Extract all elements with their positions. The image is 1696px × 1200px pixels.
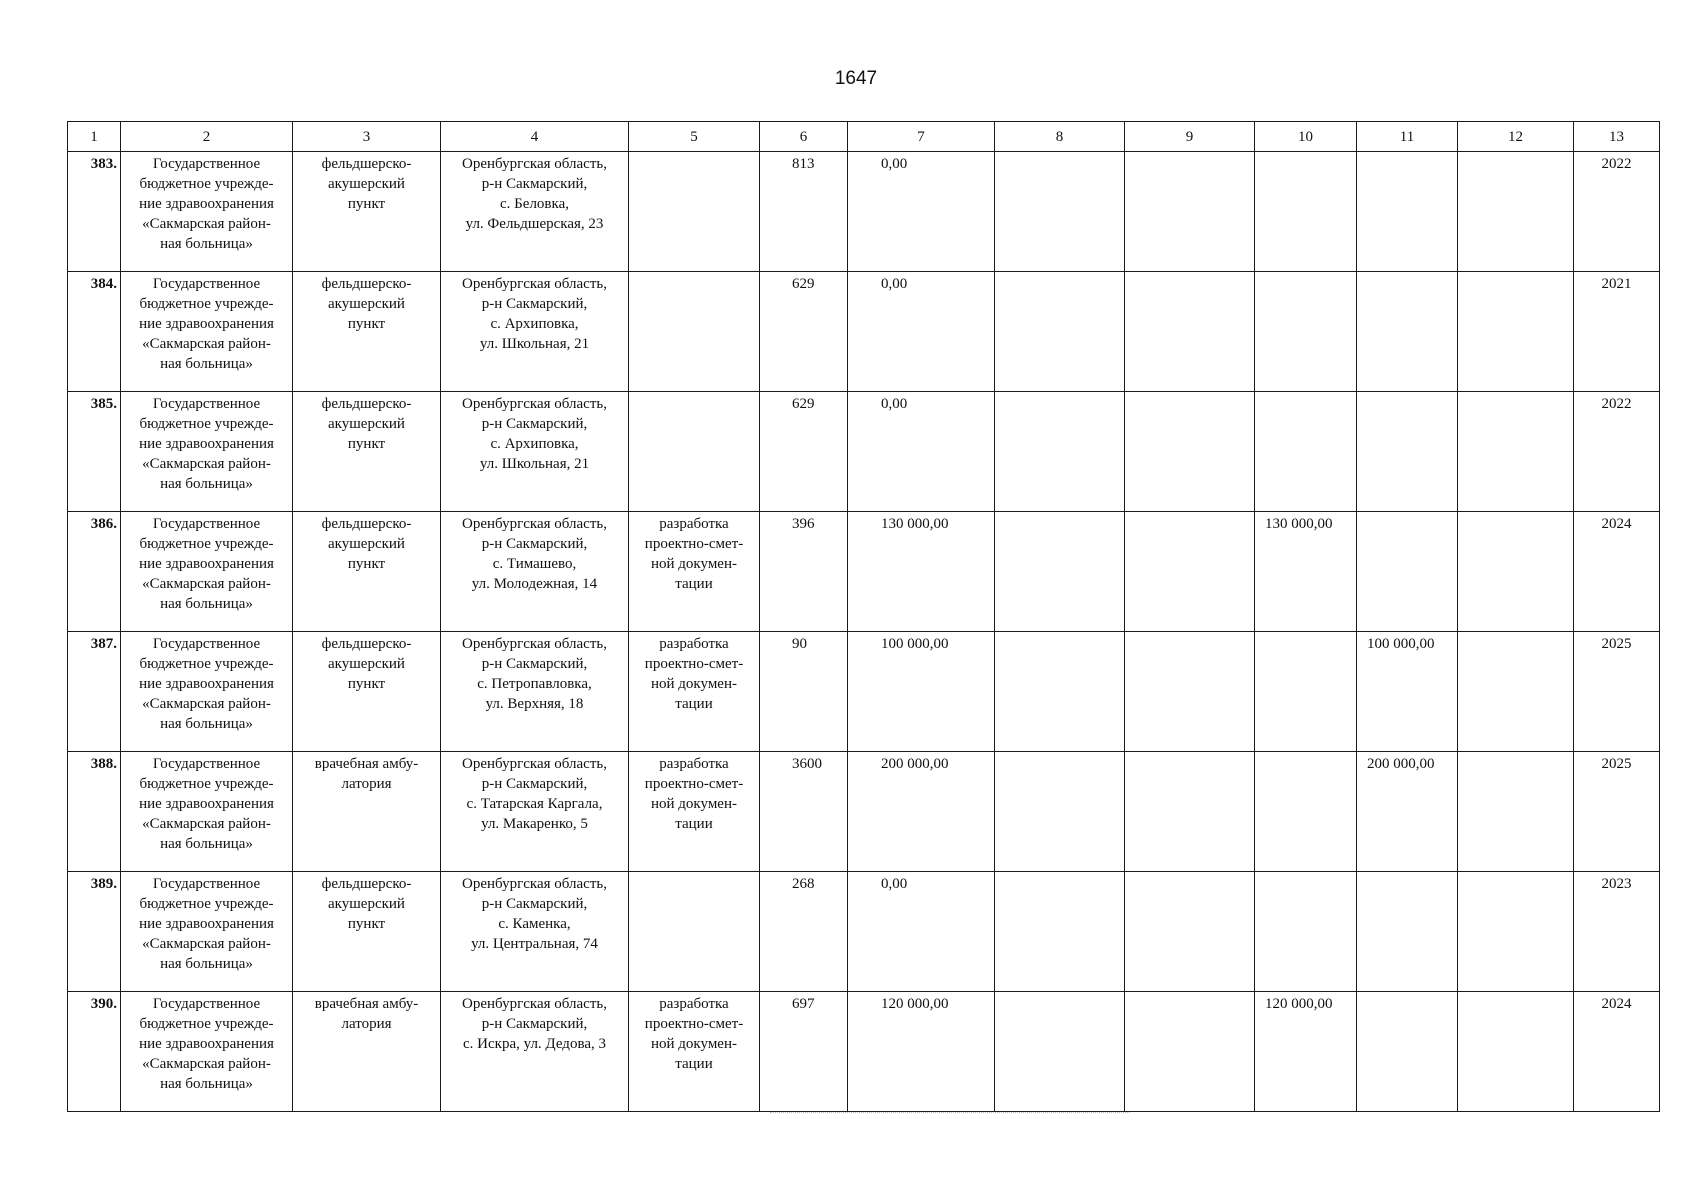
work-type	[629, 632, 760, 752]
facility-address-line: ул. Макаренко, 5	[481, 816, 588, 832]
cost-col-8	[995, 992, 1125, 1112]
facility-address-line: ул. Верхняя, 18	[485, 696, 584, 712]
facility-address-line: с. Архиповка,	[490, 436, 579, 452]
institution-name	[121, 152, 293, 272]
facility-type	[293, 632, 441, 752]
facility-address-line: Оренбургская область,	[462, 756, 607, 772]
institution-name	[121, 752, 293, 872]
column-header: 7	[848, 122, 995, 152]
total-cost: 0,00	[848, 272, 995, 392]
year-value: 2024	[1574, 512, 1660, 632]
page-number: 1647	[834, 68, 878, 89]
facility-type-line: пункт	[347, 556, 386, 572]
total-cost: 0,00	[848, 152, 995, 272]
column-header: 10	[1255, 122, 1357, 152]
facility-address-line: р-н Сакмарский,	[481, 296, 588, 312]
table-row	[68, 272, 1660, 392]
facility-address-line: Оренбургская область,	[462, 636, 607, 652]
facility-address-line: ул. Школьная, 21	[479, 336, 590, 352]
facility-type-line: врачебная амбу-	[314, 756, 419, 772]
area-value: 3600	[760, 752, 848, 872]
institution-name-line: ние здравоохранения	[139, 196, 274, 212]
institution-name-line: Государственное	[152, 636, 261, 652]
institution-name-line: Государственное	[152, 156, 261, 172]
cost-col-11	[1357, 992, 1458, 1112]
institution-name-line: Государственное	[152, 516, 261, 532]
work-type	[629, 752, 760, 872]
institution-name	[121, 992, 293, 1112]
column-number-row	[68, 122, 1660, 152]
institution-name-line: «Сакмарская район-	[142, 816, 271, 832]
facility-type	[293, 752, 441, 872]
area-value: 268	[760, 872, 848, 992]
column-header: 4	[441, 122, 629, 152]
cost-col-11	[1357, 152, 1458, 272]
cost-col-10	[1255, 632, 1357, 752]
facility-address-line: с. Татарская Каргала,	[466, 796, 603, 812]
facility-register-table	[67, 121, 1660, 1112]
cost-col-10: 120 000,00	[1255, 992, 1357, 1112]
facility-type-line: акушерский	[328, 176, 405, 192]
facility-type-line: акушерский	[328, 416, 405, 432]
year-value: 2022	[1574, 152, 1660, 272]
work-type-line: тации	[675, 576, 713, 592]
work-type-line: тации	[675, 816, 713, 832]
column-header: 3	[293, 122, 441, 152]
column-header: 1	[68, 122, 121, 152]
area-value: 697	[760, 992, 848, 1112]
cost-col-12	[1458, 152, 1574, 272]
cost-col-8	[995, 272, 1125, 392]
facility-address-line: Оренбургская область,	[462, 516, 607, 532]
work-type-line: разработка	[659, 756, 729, 772]
facility-type-line: пункт	[347, 916, 386, 932]
institution-name-line: «Сакмарская район-	[142, 216, 271, 232]
year-value: 2021	[1574, 272, 1660, 392]
cost-col-9	[1125, 872, 1255, 992]
column-header: 6	[760, 122, 848, 152]
work-type-line: проектно-смет-	[644, 1016, 744, 1032]
facility-address	[441, 392, 629, 512]
institution-name-line: бюджетное учрежде-	[139, 776, 274, 792]
facility-address-line: Оренбургская область,	[462, 996, 607, 1012]
facility-address-line: ул. Центральная, 74	[471, 936, 598, 952]
facility-address-line: ул. Школьная, 21	[479, 456, 590, 472]
institution-name-line: «Сакмарская район-	[142, 576, 271, 592]
facility-type-line: пункт	[347, 196, 386, 212]
facility-type-line: латория	[341, 776, 392, 792]
institution-name-line: ная больница»	[160, 1076, 253, 1092]
cost-col-10	[1255, 392, 1357, 512]
row-number: 388.	[68, 752, 121, 872]
work-type-line: проектно-смет-	[644, 536, 744, 552]
institution-name	[121, 272, 293, 392]
work-type	[629, 272, 760, 392]
facility-type-line: пункт	[347, 316, 386, 332]
table-row	[68, 632, 1660, 752]
institution-name-line: Государственное	[152, 996, 261, 1012]
area-value: 90	[760, 632, 848, 752]
facility-type	[293, 512, 441, 632]
facility-address-line: р-н Сакмарский,	[481, 176, 588, 192]
institution-name-line: ная больница»	[160, 956, 253, 972]
total-cost: 100 000,00	[848, 632, 995, 752]
work-type-line: проектно-смет-	[644, 656, 744, 672]
column-header: 12	[1458, 122, 1574, 152]
row-number: 384.	[68, 272, 121, 392]
facility-address-line: с. Архиповка,	[490, 316, 579, 332]
cost-col-8	[995, 392, 1125, 512]
institution-name-line: бюджетное учрежде-	[139, 536, 274, 552]
year-value: 2025	[1574, 632, 1660, 752]
cost-col-11: 200 000,00	[1357, 752, 1458, 872]
year-value: 2025	[1574, 752, 1660, 872]
total-cost: 130 000,00	[848, 512, 995, 632]
facility-type-line: пункт	[347, 676, 386, 692]
cost-col-12	[1458, 272, 1574, 392]
institution-name-line: «Сакмарская район-	[142, 456, 271, 472]
table-row	[68, 392, 1660, 512]
area-value: 813	[760, 152, 848, 272]
facility-address-line: ул. Молодежная, 14	[471, 576, 598, 592]
facility-type	[293, 872, 441, 992]
institution-name-line: ние здравоохранения	[139, 436, 274, 452]
facility-address-line: с. Искра, ул. Дедова, 3	[463, 1036, 606, 1052]
institution-name	[121, 512, 293, 632]
table-row	[68, 512, 1660, 632]
cost-col-8	[995, 512, 1125, 632]
row-number: 385.	[68, 392, 121, 512]
facility-address	[441, 872, 629, 992]
area-value: 396	[760, 512, 848, 632]
cost-col-10: 130 000,00	[1255, 512, 1357, 632]
institution-name-line: Государственное	[152, 876, 261, 892]
facility-address	[441, 512, 629, 632]
work-type-line: ной докумен-	[651, 1036, 737, 1052]
cost-col-9	[1125, 992, 1255, 1112]
facility-address-line: с. Тимашево,	[492, 556, 577, 572]
cost-col-9	[1125, 752, 1255, 872]
work-type-line: ной докумен-	[651, 556, 737, 572]
table-row	[68, 752, 1660, 872]
cost-col-12	[1458, 752, 1574, 872]
work-type	[629, 512, 760, 632]
institution-name-line: «Сакмарская район-	[142, 936, 271, 952]
institution-name-line: бюджетное учрежде-	[139, 1016, 274, 1032]
facility-type-line: фельдшерско-	[321, 876, 412, 892]
facility-address-line: Оренбургская область,	[462, 396, 607, 412]
cost-col-12	[1458, 512, 1574, 632]
total-cost: 120 000,00	[848, 992, 995, 1112]
facility-type-line: пункт	[347, 436, 386, 452]
facility-type	[293, 152, 441, 272]
work-type-line: тации	[675, 1056, 713, 1072]
facility-address-line: с. Петропавловка,	[477, 676, 592, 692]
facility-address-line: Оренбургская область,	[462, 156, 607, 172]
cost-col-11	[1357, 872, 1458, 992]
facility-address-line: с. Беловка,	[500, 196, 569, 212]
facility-type-line: врачебная амбу-	[314, 996, 419, 1012]
facility-address	[441, 752, 629, 872]
institution-name-line: ние здравоохранения	[139, 556, 274, 572]
row-number: 383.	[68, 152, 121, 272]
institution-name-line: «Сакмарская район-	[142, 696, 271, 712]
facility-type-line: фельдшерско-	[321, 516, 412, 532]
institution-name-line: Государственное	[152, 756, 261, 772]
work-type-line: тации	[675, 696, 713, 712]
cost-col-9	[1125, 392, 1255, 512]
facility-address	[441, 632, 629, 752]
area-value: 629	[760, 392, 848, 512]
cost-col-9	[1125, 272, 1255, 392]
institution-name-line: ние здравоохранения	[139, 1036, 274, 1052]
facility-address-line: ул. Фельдшерская, 23	[465, 216, 604, 232]
work-type-line: разработка	[659, 996, 729, 1012]
year-value: 2023	[1574, 872, 1660, 992]
facility-address-line: р-н Сакмарский,	[481, 776, 588, 792]
column-header: 2	[121, 122, 293, 152]
cost-col-9	[1125, 512, 1255, 632]
table-row	[68, 872, 1660, 992]
cost-col-8	[995, 632, 1125, 752]
institution-name-line: ние здравоохранения	[139, 916, 274, 932]
facility-address	[441, 272, 629, 392]
institution-name-line: ная больница»	[160, 836, 253, 852]
cost-col-11: 100 000,00	[1357, 632, 1458, 752]
year-value: 2024	[1574, 992, 1660, 1112]
row-number: 387.	[68, 632, 121, 752]
work-type-line: разработка	[659, 516, 729, 532]
column-header: 13	[1574, 122, 1660, 152]
work-type	[629, 152, 760, 272]
facility-address	[441, 992, 629, 1112]
facility-address-line: р-н Сакмарский,	[481, 536, 588, 552]
institution-name-line: бюджетное учрежде-	[139, 656, 274, 672]
work-type-line: ной докумен-	[651, 796, 737, 812]
institution-name-line: ная больница»	[160, 236, 253, 252]
work-type	[629, 992, 760, 1112]
facility-address-line: р-н Сакмарский,	[481, 1016, 588, 1032]
facility-type-line: акушерский	[328, 296, 405, 312]
institution-name	[121, 392, 293, 512]
work-type-line: разработка	[659, 636, 729, 652]
cost-col-8	[995, 152, 1125, 272]
cost-col-12	[1458, 992, 1574, 1112]
institution-name-line: ная больница»	[160, 716, 253, 732]
row-number: 389.	[68, 872, 121, 992]
work-type-line: проектно-смет-	[644, 776, 744, 792]
facility-type-line: фельдшерско-	[321, 156, 412, 172]
facility-address-line: с. Каменка,	[498, 916, 571, 932]
institution-name	[121, 872, 293, 992]
institution-name-line: ная больница»	[160, 476, 253, 492]
table-row	[68, 992, 1660, 1112]
institution-name-line: ние здравоохранения	[139, 676, 274, 692]
facility-type-line: фельдшерско-	[321, 396, 412, 412]
facility-type-line: фельдшерско-	[321, 276, 412, 292]
column-header: 9	[1125, 122, 1255, 152]
institution-name-line: «Сакмарская район-	[142, 336, 271, 352]
institution-name-line: бюджетное учрежде-	[139, 896, 274, 912]
work-type	[629, 392, 760, 512]
cost-col-8	[995, 872, 1125, 992]
year-value: 2022	[1574, 392, 1660, 512]
work-type-line: ной докумен-	[651, 676, 737, 692]
cost-col-10	[1255, 272, 1357, 392]
total-cost: 0,00	[848, 392, 995, 512]
facility-type-line: акушерский	[328, 656, 405, 672]
facility-address-line: р-н Сакмарский,	[481, 416, 588, 432]
cost-col-9	[1125, 152, 1255, 272]
facility-address	[441, 152, 629, 272]
cost-col-12	[1458, 392, 1574, 512]
facility-type	[293, 272, 441, 392]
scan-artifact-line	[770, 1112, 1130, 1114]
facility-type-line: акушерский	[328, 896, 405, 912]
institution-name-line: бюджетное учрежде-	[139, 416, 274, 432]
total-cost: 200 000,00	[848, 752, 995, 872]
total-cost: 0,00	[848, 872, 995, 992]
area-value: 629	[760, 272, 848, 392]
facility-type	[293, 392, 441, 512]
cost-col-11	[1357, 272, 1458, 392]
column-header: 5	[629, 122, 760, 152]
table-row	[68, 152, 1660, 272]
row-number: 390.	[68, 992, 121, 1112]
facility-type-line: фельдшерско-	[321, 636, 412, 652]
cost-col-11	[1357, 392, 1458, 512]
facility-address-line: р-н Сакмарский,	[481, 656, 588, 672]
facility-address-line: р-н Сакмарский,	[481, 896, 588, 912]
cost-col-12	[1458, 632, 1574, 752]
institution-name-line: «Сакмарская район-	[142, 1056, 271, 1072]
facility-type-line: акушерский	[328, 536, 405, 552]
row-number: 386.	[68, 512, 121, 632]
institution-name	[121, 632, 293, 752]
institution-name-line: бюджетное учрежде-	[139, 176, 274, 192]
facility-type	[293, 992, 441, 1112]
table-body	[68, 152, 1660, 1112]
institution-name-line: Государственное	[152, 396, 261, 412]
institution-name-line: ная больница»	[160, 596, 253, 612]
institution-name-line: ние здравоохранения	[139, 316, 274, 332]
facility-type-line: латория	[341, 1016, 392, 1032]
facility-address-line: Оренбургская область,	[462, 876, 607, 892]
cost-col-9	[1125, 632, 1255, 752]
cost-col-11	[1357, 512, 1458, 632]
cost-col-10	[1255, 752, 1357, 872]
institution-name-line: Государственное	[152, 276, 261, 292]
institution-name-line: бюджетное учрежде-	[139, 296, 274, 312]
cost-col-8	[995, 752, 1125, 872]
institution-name-line: ние здравоохранения	[139, 796, 274, 812]
facility-address-line: Оренбургская область,	[462, 276, 607, 292]
institution-name-line: ная больница»	[160, 356, 253, 372]
cost-col-12	[1458, 872, 1574, 992]
work-type	[629, 872, 760, 992]
cost-col-10	[1255, 152, 1357, 272]
column-header: 11	[1357, 122, 1458, 152]
column-header: 8	[995, 122, 1125, 152]
cost-col-10	[1255, 872, 1357, 992]
